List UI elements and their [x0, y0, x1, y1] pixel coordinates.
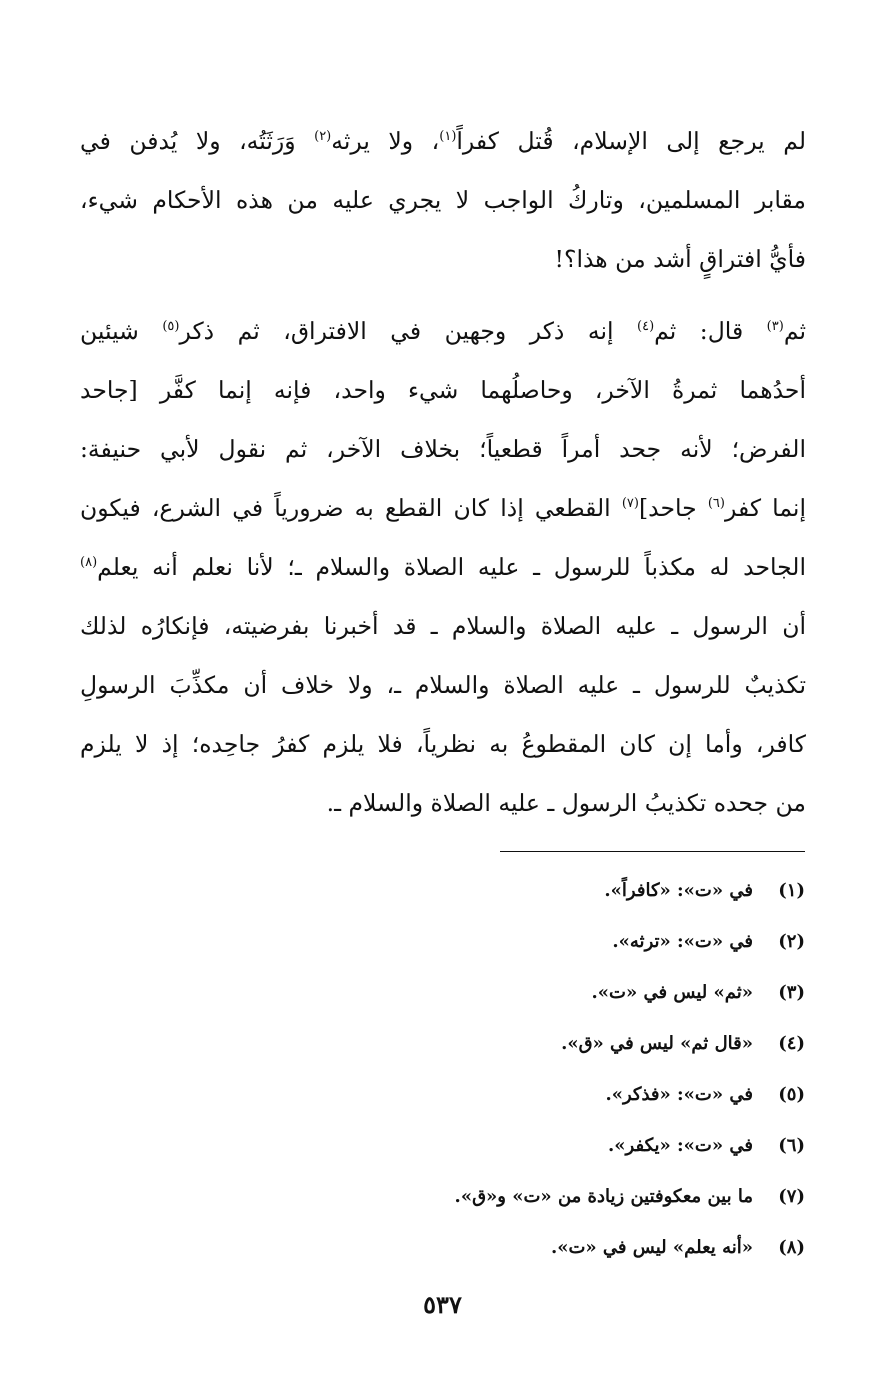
text-segment: لم يرجع إلى الإسلام، قُتل كفراً — [456, 127, 806, 155]
text-line — [80, 656, 806, 715]
text-line — [80, 230, 806, 289]
text-segment: ثم — [783, 317, 806, 345]
text-segment: قال: ثم — [654, 317, 767, 345]
text-segment: القطعي إذا كان القطع به ضرورياً في الشرع، فيكون — [80, 494, 622, 522]
footnote — [79, 1069, 805, 1120]
footnote-marker[interactable]: (١) — [439, 129, 457, 144]
text-segment: أن الرسول ـ عليه الصلاة والسلام ـ قد أخبرنا بفرضيته، فإنكارُه لذلك — [80, 612, 806, 640]
footnote-number: (٥) — [778, 1084, 805, 1105]
footnote-text: في «ت»: «فذكر». — [605, 1084, 753, 1105]
footnote-text: «أنه يعلم» ليس في «ت». — [550, 1237, 753, 1258]
footnote — [79, 967, 805, 1018]
text-segment: كافر، وأما إن كان المقطوعُ به نظرياً، فلا يلزم كفرُ جاحِده؛ إذ لا يلزم — [80, 730, 806, 758]
footnote-text: في «ت»: «ترثه». — [612, 931, 753, 952]
text-segment: تكذيبٌ للرسول ـ عليه الصلاة والسلام ـ، ولا خلاف أن مكذِّبَ الرسولِ — [80, 671, 806, 699]
text-segment: جاحد] — [638, 494, 708, 522]
text-line — [80, 597, 806, 656]
text-segment: ، ولا يرثه — [331, 127, 440, 155]
footnote-number: (٧) — [778, 1186, 805, 1207]
text-segment: الفرض؛ لأنه جحد أمراً قطعياً؛ بخلاف الآخر، ثم نقول لأبي حنيفة: — [80, 435, 806, 463]
footnote — [79, 1171, 805, 1222]
text-line — [80, 302, 806, 361]
footnote — [79, 916, 805, 967]
footnote — [79, 865, 805, 916]
text-line — [80, 112, 806, 171]
paragraph — [80, 112, 806, 289]
text-segment: من جحده تكذيبُ الرسول ـ عليه الصلاة والسلام ـ. — [326, 789, 806, 817]
footnote-number: (٢) — [778, 931, 805, 952]
text-segment: مقابر المسلمين، وتاركُ الواجب لا يجري عليه من هذه الأحكام شيء، — [80, 186, 806, 214]
text-line — [80, 538, 806, 597]
text-segment: شيئين — [80, 317, 163, 345]
footnote-marker[interactable]: (٧) — [621, 496, 639, 511]
footnote-number: (٦) — [778, 1135, 805, 1156]
footnote — [79, 1222, 805, 1273]
main-text — [80, 112, 806, 833]
footnotes-list — [79, 865, 805, 1273]
page-number: ٥٣٧ — [423, 1290, 462, 1319]
text-line — [80, 171, 806, 230]
footnote — [79, 1018, 805, 1069]
footnote-marker[interactable]: (٢) — [314, 129, 332, 144]
text-line — [80, 774, 806, 833]
text-line — [80, 420, 806, 479]
footnote — [79, 1120, 805, 1171]
text-line — [80, 479, 806, 538]
text-segment: إنما كفر — [724, 494, 806, 522]
footnote-marker[interactable]: (٦) — [707, 496, 725, 511]
footnote-number: (٣) — [778, 982, 805, 1003]
footnote-marker[interactable]: (٨) — [80, 555, 98, 570]
footnote-separator — [500, 851, 805, 852]
footnote-marker[interactable]: (٣) — [766, 319, 784, 334]
text-line — [80, 715, 806, 774]
footnote-number: (٤) — [778, 1033, 805, 1054]
footnote-text: «قال ثم» ليس في «ق». — [561, 1033, 753, 1054]
footnote-text: «ثم» ليس في «ت». — [591, 982, 753, 1003]
text-segment: إنه ذكر وجهين في الافتراق، ثم ذكر — [179, 317, 637, 345]
footnote-number: (١) — [778, 880, 805, 901]
text-segment: فأيُّ افتراقٍ أشد من هذا؟! — [554, 245, 806, 273]
footnote-marker[interactable]: (٤) — [637, 319, 655, 334]
text-segment: وَرَثَتُه، ولا يُدفن في — [80, 127, 315, 155]
paragraph — [80, 302, 806, 833]
footnote-text: في «ت»: «كافراً». — [604, 880, 753, 901]
footnote-text: ما بين معكوفتين زيادة من «ت» و«ق». — [454, 1186, 753, 1207]
text-segment: الجاحد له مكذباً للرسول ـ عليه الصلاة والسلام ـ؛ لأنا نعلم أنه يعلم — [97, 553, 806, 581]
footnote-number: (٨) — [778, 1237, 805, 1258]
footnote-text: في «ت»: «يكفر». — [608, 1135, 753, 1156]
text-line — [80, 361, 806, 420]
footnote-marker[interactable]: (٥) — [162, 319, 180, 334]
text-segment: أحدُهما ثمرةُ الآخر، وحاصلُهما شيء واحد، فإنه إنما كفَّر [جاحد — [80, 376, 806, 404]
